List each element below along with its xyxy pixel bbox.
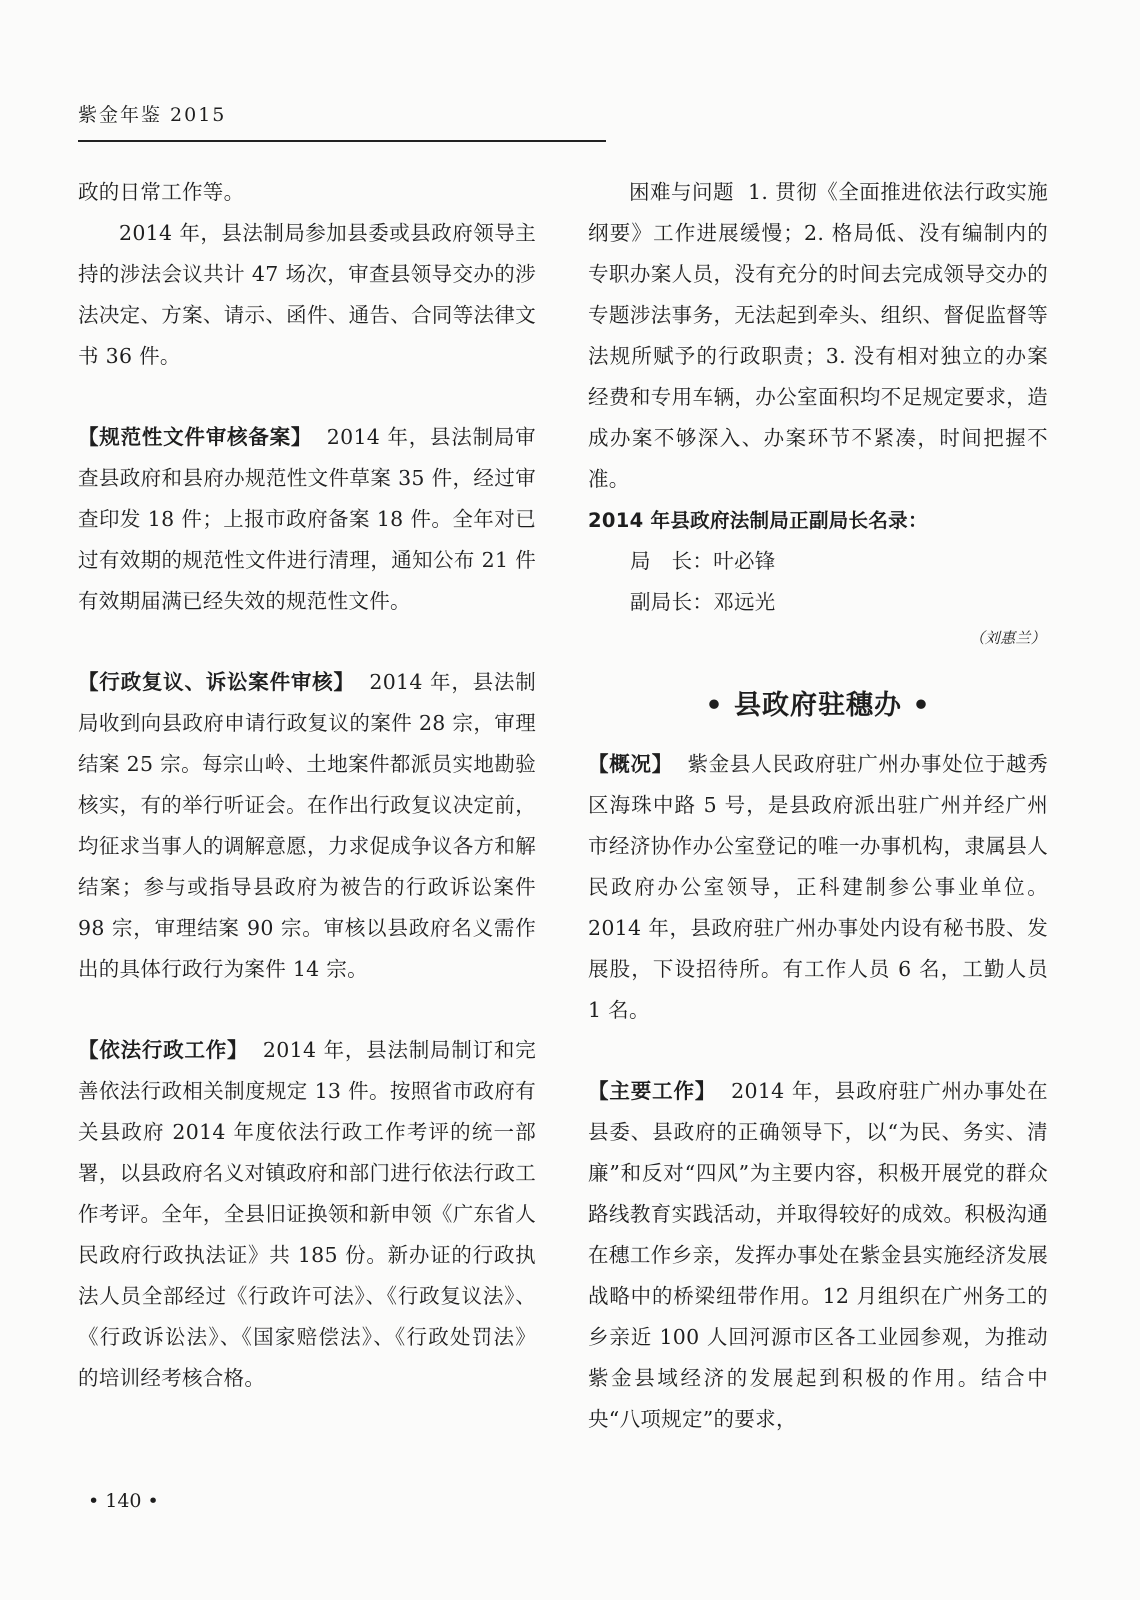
section-body: 2014 年，县法制局审查县政府和县府办规范性文件草案 35 件，经过审查印发 18 件；上报市政府备案 18 件。全年对已过有效期的规范性文件进行清理，通知公布 21 件有效期届满已经失效的规范性文件。 (78, 425, 536, 613)
section-body: 2014 年，县法制局制订和完善依法行政相关制度规定 13 件。按照省市政府有关县政府 2014 年度依法行政工作考评的统一部署，以县政府名义对镇政府和部门进行依法行政工作考评。全年，全县旧证换领和新申领《广东省人民政府行政执法证》共 185 份。新办证的行政执法人员全部经过《行政许可法》、《行政复议法》、《行政诉讼法》、《国家赔偿法》、《行政处罚法》的培训经考核合格。 (78, 1038, 536, 1390)
section-heading: 【主要工作】 (588, 1079, 717, 1103)
section-review-litigation (78, 662, 536, 990)
paragraph-continued: 政的日常工作等。 (78, 180, 245, 204)
section-heading: 【依法行政工作】 (78, 1038, 249, 1062)
section-body: 紫金县人民政府驻广州办事处位于越秀区海珠中路 5 号，是县政府派出驻广州并经广州市经济协作办公室登记的唯一办事机构，隶属县人民政府办公室领导，正科建制参公事业单位。2014 年，县政府驻广州办事处内设有秘书股、发展股，下设招待所。有工作人员 6 名，工勤人员 1 名。 (588, 752, 1048, 1022)
running-header: 紫金年鉴 2015 (78, 104, 227, 126)
header-rule (78, 140, 606, 142)
section-overview (588, 744, 1048, 1031)
section-normative-docs (78, 417, 536, 622)
left-column (78, 172, 536, 1399)
page-number: • 140 • (88, 1490, 159, 1512)
section-heading: 困难与问题 (629, 180, 734, 204)
right-column (588, 172, 1048, 1440)
section-body: 2014 年，县法制局收到向县政府申请行政复议的案件 28 宗，审理结案 25 宗。每宗山岭、土地案件都派员实地勘验核实，有的举行听证会。在作出行政复议决定前，均征求当事人的调解意愿，力求促成争议各方和解结案；参与或指导县政府为被告的行政诉讼案件 98 宗，审理结案 90 宗。审核以县政府名义需作出的具体行政行为案件 14 宗。 (78, 670, 536, 981)
section-heading: 【概况】 (588, 752, 673, 776)
section-main-work (588, 1071, 1048, 1440)
section-lawful-administration (78, 1030, 536, 1399)
section-heading: 【行政复议、诉讼案件审核】 (78, 670, 355, 694)
section-heading: 【规范性文件审核备案】 (78, 425, 313, 449)
section-body: 2014 年，县政府驻广州办事处在县委、县政府的正确领导下，以“为民、务实、清廉”和反对“四风”为主要内容，积极开展党的群众路线教育实践活动，并取得较好的成效。积极沟通在穗工作乡亲，发挥办事处在紫金县实施经济发展战略中的桥梁纽带作用。12 月组织在广州务工的乡亲近 100 人回河源市区各工业园参观，为推动紫金县域经济的发展起到积极的作用。结合中央“八项规定”的要求， (588, 1079, 1048, 1431)
author-credit: （刘惠兰） (969, 629, 1046, 647)
section-body: 1. 贯彻《全面推进依法行政实施纲要》工作进展缓慢；2. 格局低、没有编制内的专职办案人员，没有充分的时间去完成领导交办的专题涉法事务，无法起到牵头、组织、督促监督等法规所赋予的行政职责；3. 没有相对独立的办案经费和专用车辆，办公室面积均不足规定要求，造成办案不够深入、办案环节不紧凑，时间把握不准。 (588, 180, 1048, 491)
paragraph-meetings: 2014 年，县法制局参加县委或县政府领导主持的涉法会议共计 47 场次，审查县领导交办的涉法决定、方案、请示、函件、通告、合同等法律文书 36 件。 (78, 221, 536, 368)
section-problems (588, 172, 1048, 500)
director-entry: 局 长：叶必锋 (630, 549, 776, 573)
directors-list-title: 2014 年县政府法制局正副局长名录： (588, 509, 928, 532)
deputy-director-entry: 副局长：邓远光 (630, 590, 776, 614)
section-title: • 县政府驻穗办 • (705, 690, 931, 721)
